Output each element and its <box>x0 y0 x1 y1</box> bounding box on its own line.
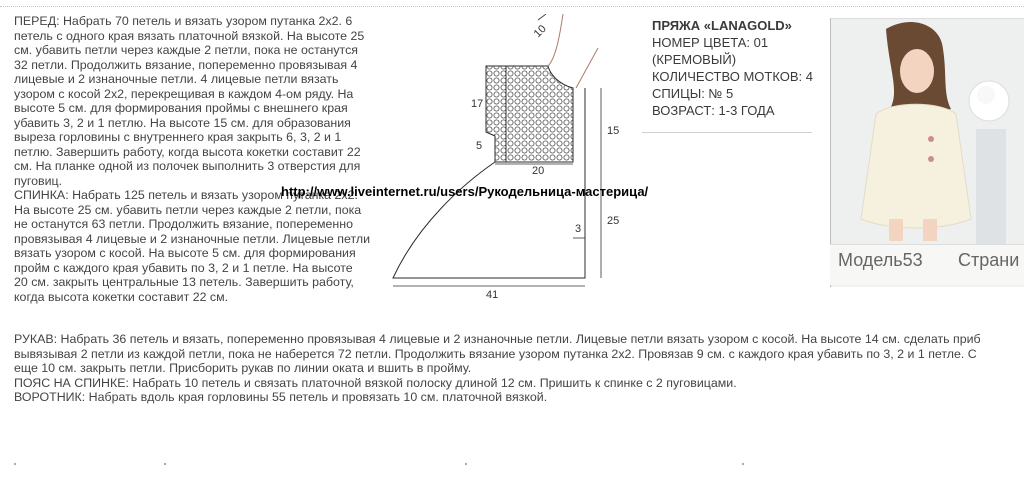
yarn-info <box>652 17 817 119</box>
child-in-coat-icon <box>831 19 1024 245</box>
full-line: еще 10 см. закрыть петли. Присборить рукав по линии оката и вшить в пройму. <box>14 361 472 375</box>
full-line: ВОРОТНИК: Набрать вдоль края горловины 55 петель и провязать 10 см. платочной вязкой. <box>14 390 548 404</box>
info-divider <box>642 132 812 133</box>
color-number: НОМЕР ЦВЕТА: 01 <box>652 35 769 50</box>
front-line: петлю. Завершить работу, когда высота кокетки составит 22 <box>14 144 361 159</box>
dim-17: 17 <box>471 98 484 110</box>
dim-25: 25 <box>607 215 620 227</box>
front-line: см. На планке одной из полочек выполнить 3 отверстия для <box>14 159 361 173</box>
stray-dot <box>465 463 467 465</box>
back-line: 20 см. закрыть центральные 13 петель. Завершить работу, <box>14 275 354 289</box>
front-line: см. убавить петли через каждые 2 петли, пока не останутся <box>14 43 358 57</box>
dim-15: 15 <box>607 125 620 137</box>
page-caption: Страни <box>958 250 1020 270</box>
front-line: выреза горловины с внутреннего края закрыть 6, 3, 2 и 1 <box>14 130 342 144</box>
front-line: 32 петли. Продолжить вязание, попеременно провязывая 4 <box>14 57 358 72</box>
front-line: высоте 5 см. для формирования проймы с внешнего края <box>14 101 348 115</box>
front-line: узором с косой 2х2, перекрещивая в каждом 4-ом ряду. На <box>14 86 354 101</box>
pattern-schematic <box>388 14 628 314</box>
full-line: вывязывая 2 петли из каждой петли, пока не наберется 72 петли. Продолжить вязание узором путанка 2х2. Провязав 9 см. с каждого края убавить по 3, 2 и 1 петле. С <box>14 346 977 361</box>
yarn-name: ПРЯЖА «LANAGOLD» <box>652 18 792 33</box>
yoke-area <box>486 66 573 162</box>
age-range: ВОЗРАСТ: 1-3 ГОДА <box>652 103 775 118</box>
sleeve-outline <box>548 14 598 88</box>
sleeve-belt-collar-instructions <box>14 332 1024 405</box>
front-line: лицевые и 2 изнаночные петли. 4 лицевые петли вязать <box>14 72 339 86</box>
front-line: петель с одного края вязать платочной вязкой. На высоте 25 <box>14 28 365 43</box>
front-line: ПЕРЕД: Набрать 70 петель и вязать узором путанка 2х2. 6 <box>14 14 353 28</box>
stray-dot <box>164 463 166 465</box>
dim-3: 3 <box>575 223 582 235</box>
color-name: (КРЕМОВЫЙ) <box>652 52 737 67</box>
full-line: ПОЯС НА СПИНКЕ: Набрать 10 петель и связать платочной вязкой полоску длиной 12 см. Пришить к спинке с 2 пуговицами. <box>14 375 737 390</box>
front-line: убавить 3, 2 и 1 петлю. На высоте 15 см. для образования <box>14 115 351 130</box>
dim-20: 20 <box>532 165 545 177</box>
back-line: СПИНКА: Набрать 125 петель и вязать узором путанка 2х2. <box>14 188 358 202</box>
dim-41: 41 <box>486 289 499 301</box>
back-line: провязывая 4 лицевые и 2 изнаночные петли. Лицевые петли <box>14 231 370 246</box>
back-line: На высоте 25 см. убавить петли через каждые 2 петли, пока <box>14 202 362 217</box>
dim-10: 10 <box>531 22 549 41</box>
needles: СПИЦЫ: № 5 <box>652 86 734 101</box>
skein-count: КОЛИЧЕСТВО МОТКОВ: 4 <box>652 69 814 84</box>
source-url[interactable]: http://www.liveinternet.ru/users/Рукодельница-мастерица/ <box>281 184 649 199</box>
model-caption: Модель53 <box>838 250 923 270</box>
front-line: пуговиц. <box>14 173 63 188</box>
back-line: когда высота кокетки составит 22 см. <box>14 289 229 304</box>
dim-5: 5 <box>476 140 483 152</box>
full-line: РУКАВ: Набрать 36 петель и вязать, попеременно провязывая 4 лицевые и 2 изнаночные петли. Лицевые петли вязать узором с косой. На высоте 14 см. сделать приб <box>14 332 981 346</box>
stray-dot <box>14 463 16 465</box>
front-back-instructions <box>14 14 382 304</box>
stray-dot <box>742 463 744 465</box>
top-dotted-rule <box>0 6 1024 7</box>
back-line: вязать узором с косой. На высоте 5 см. для формирования <box>14 246 356 260</box>
back-line: пройм с каждого края убавить по 3, 2 и 1 петле. На высоте <box>14 260 353 275</box>
back-line: не останутся 63 петли. Продолжить вязание, попеременно <box>14 217 353 231</box>
